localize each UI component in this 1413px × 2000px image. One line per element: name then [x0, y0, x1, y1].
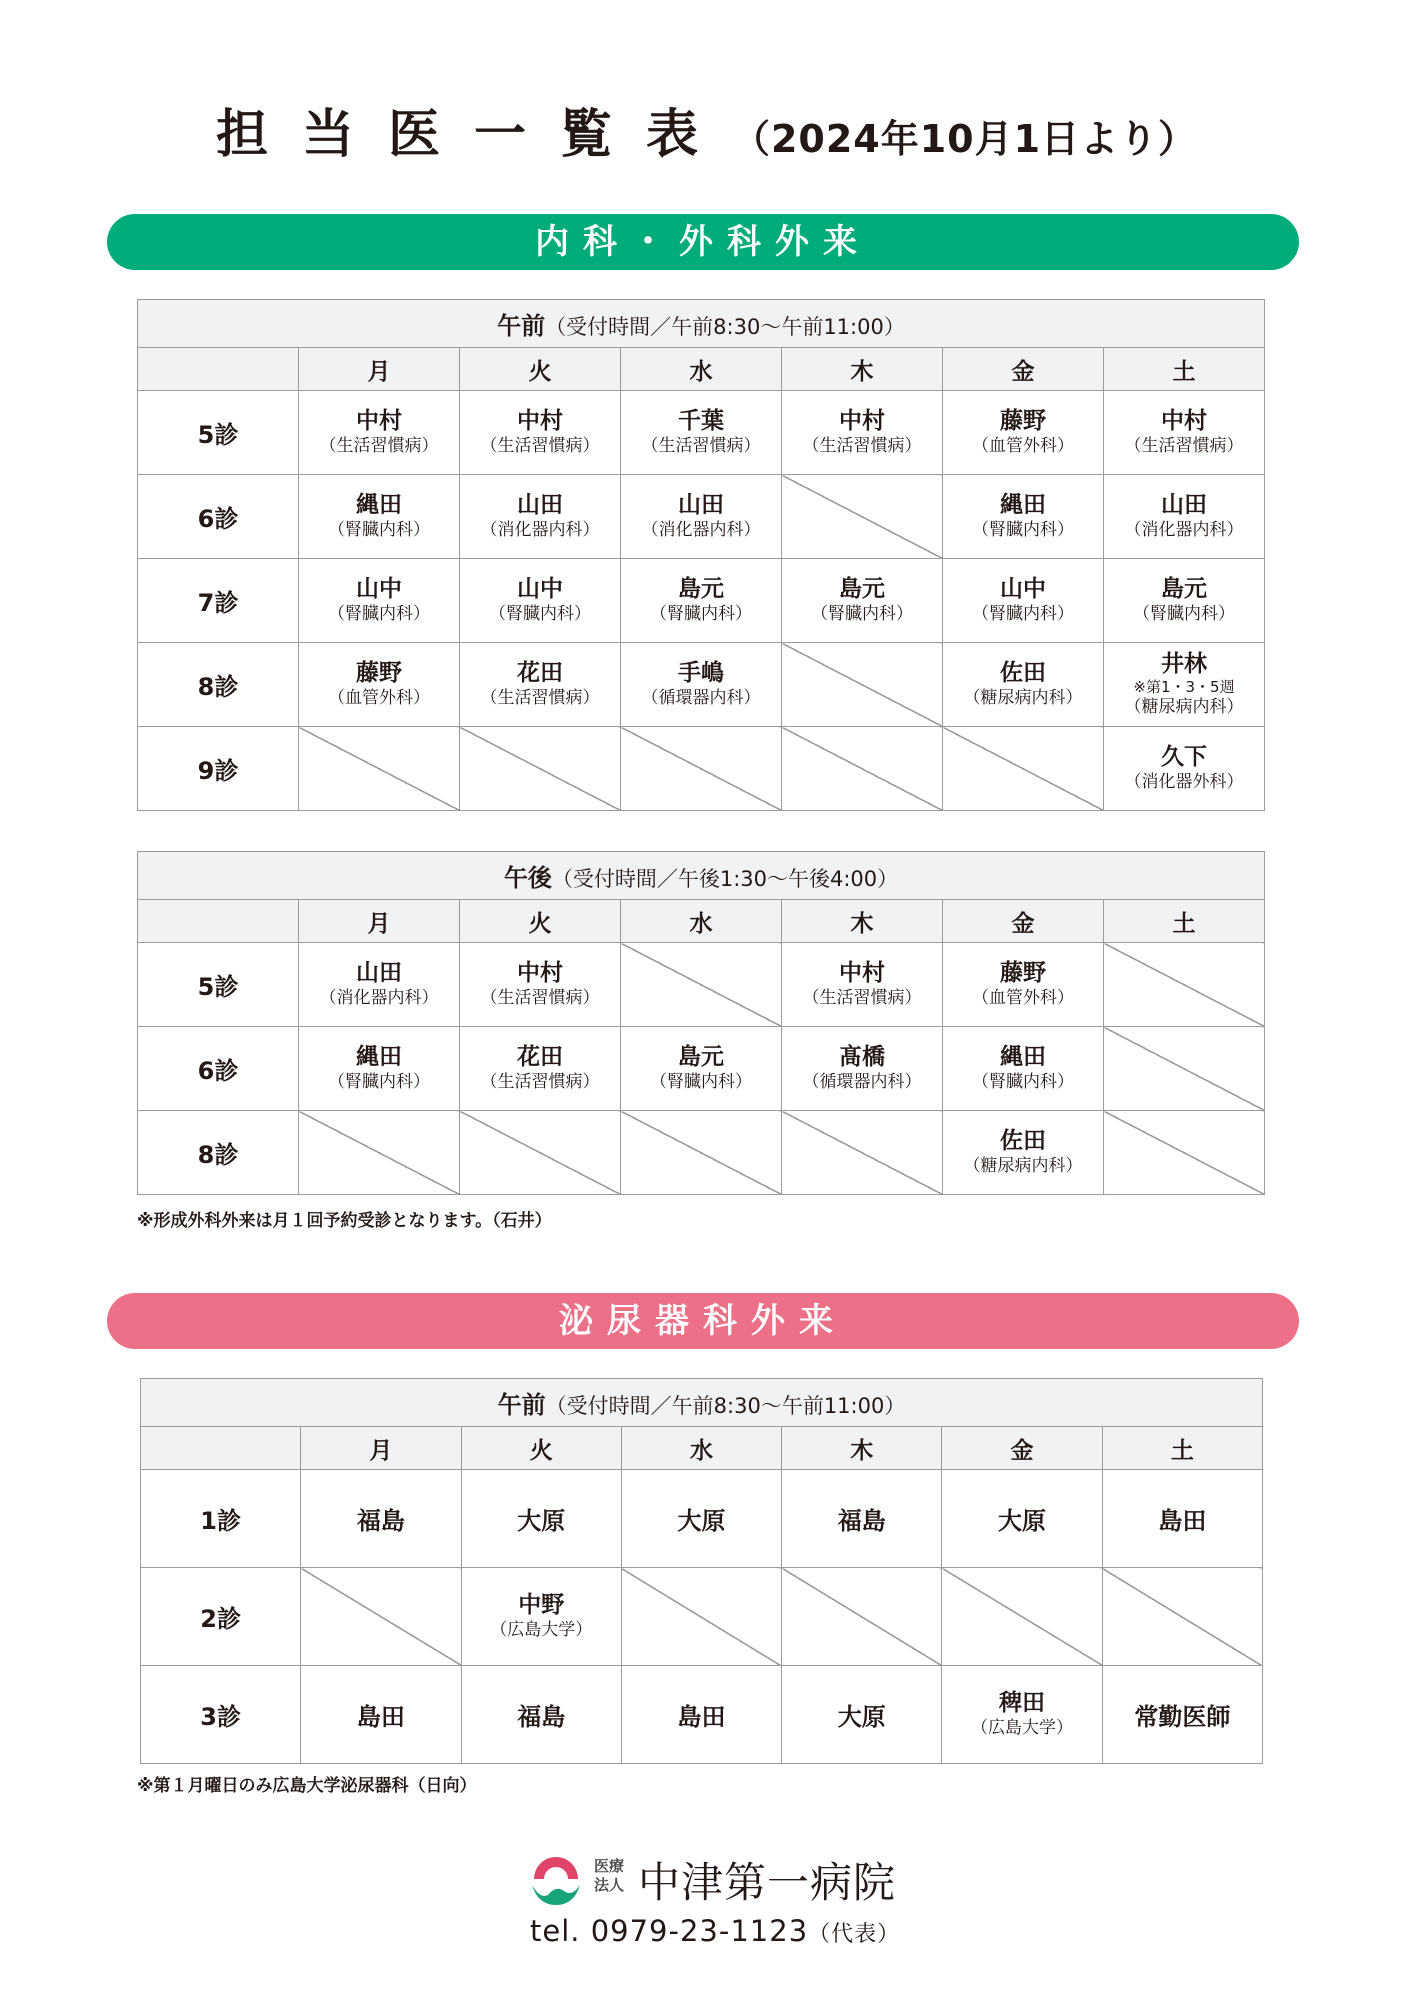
day-header: 木 [782, 900, 943, 943]
logo-green-wave [532, 1885, 580, 1905]
doctor-name: 中村 [839, 960, 885, 986]
doctor-name: 常勤医師 [1134, 1703, 1231, 1731]
day-header: 火 [461, 1427, 621, 1470]
session-hours: （受付時間／午前8:30〜午前11:00） [545, 1394, 906, 1418]
doctor-specialty: （血管外科） [972, 988, 1074, 1008]
empty-cell [460, 1111, 621, 1195]
doctor-name: 島元 [678, 1044, 724, 1070]
doctor-name: 中野 [518, 1592, 565, 1618]
doctor-specialty: （生活習慣病） [641, 436, 761, 456]
title-main: 担当医一覧表 [215, 105, 732, 165]
doctor-name: 藤野 [1000, 960, 1046, 986]
doctor-cell [1104, 727, 1265, 811]
day-header: 水 [621, 900, 782, 943]
day-header: 火 [460, 900, 621, 943]
empty-cell [621, 943, 782, 1027]
table-row [138, 943, 1265, 1027]
doctor-specialty: （腎臓内科） [972, 604, 1074, 624]
doctor-specialty: （血管外科） [328, 688, 430, 708]
doctor-cell [460, 391, 621, 475]
org-type: 医療 法人 [594, 1857, 625, 1894]
doctor-specialty: （腎臓内科） [328, 1072, 430, 1092]
doctor-specialty: （生活習慣病） [802, 988, 922, 1008]
table-row [138, 559, 1265, 643]
doctor-name: 佐田 [1000, 660, 1046, 686]
doctor-specialty: （消化器内科） [1124, 520, 1244, 540]
internal-pm-table [137, 851, 1265, 1195]
day-header: 木 [782, 1427, 942, 1470]
doctor-cell [621, 475, 782, 559]
doctor-cell [299, 559, 460, 643]
room-label: 8診 [138, 1111, 299, 1195]
doctor-cell [943, 943, 1104, 1027]
doctor-cell [621, 1470, 781, 1568]
doctor-cell [1104, 559, 1265, 643]
doctor-specialty: （糖尿病内科） [963, 688, 1083, 708]
doctor-name: 手嶋 [678, 660, 724, 686]
corner-cell [138, 900, 299, 943]
doctor-specialty: （生活習慣病） [480, 988, 600, 1008]
doctor-specialty: （腎臓内科） [972, 1072, 1074, 1092]
doctor-cell [943, 643, 1104, 727]
doctor-cell [621, 1666, 781, 1764]
doctor-cell [299, 1027, 460, 1111]
logo-red-arc [534, 1857, 578, 1879]
doctor-cell [621, 1027, 782, 1111]
doctor-cell [1102, 1666, 1262, 1764]
session-hours: （受付時間／午後1:30〜午後4:00） [551, 867, 899, 891]
doctor-name: 花田 [517, 1044, 563, 1070]
table-row [141, 1666, 1263, 1764]
empty-cell [782, 1111, 943, 1195]
doctor-specialty: （腎臓内科） [328, 604, 430, 624]
doctor-name: 大原 [837, 1703, 886, 1731]
doctor-cell [299, 391, 460, 475]
doctor-cell [621, 391, 782, 475]
doctor-cell [299, 475, 460, 559]
doctor-name: 山田 [356, 960, 402, 986]
doctor-cell [460, 559, 621, 643]
empty-cell [299, 1111, 460, 1195]
doctor-cell [460, 943, 621, 1027]
empty-cell [1104, 1111, 1265, 1195]
doctor-cell [460, 1027, 621, 1111]
day-header: 月 [299, 900, 460, 943]
doctor-cell [299, 643, 460, 727]
doctor-cell [461, 1568, 621, 1666]
doctor-name: 縄田 [1000, 1044, 1046, 1070]
room-label: 6診 [138, 475, 299, 559]
doctor-name: 福島 [356, 1507, 405, 1535]
doctor-specialty: （広島大学） [971, 1718, 1074, 1738]
empty-cell [301, 1568, 461, 1666]
doctor-specialty: （生活習慣病） [319, 436, 439, 456]
doctor-name: 藤野 [356, 660, 402, 686]
doctor-specialty: （血管外科） [972, 436, 1074, 456]
day-header: 水 [621, 348, 782, 391]
day-header: 月 [299, 348, 460, 391]
empty-cell [1104, 1027, 1265, 1111]
day-header: 土 [1102, 1427, 1262, 1470]
doctor-name: 島田 [356, 1703, 405, 1731]
doctor-specialty: （消化器内科） [641, 520, 761, 540]
doctor-cell [943, 1027, 1104, 1111]
doctor-cell [943, 475, 1104, 559]
doctor-specialty: （生活習慣病） [480, 688, 600, 708]
doctor-name: 中村 [356, 408, 402, 434]
doctor-specialty: （生活習慣病） [802, 436, 922, 456]
doctor-name: 千葉 [678, 408, 724, 434]
doctor-cell [942, 1470, 1102, 1568]
empty-cell [1104, 943, 1265, 1027]
doctor-name: 縄田 [356, 1044, 402, 1070]
doctor-cell [782, 943, 943, 1027]
session-header [138, 852, 1265, 900]
doctor-cell [299, 943, 460, 1027]
doctor-cell [943, 391, 1104, 475]
empty-cell [782, 475, 943, 559]
empty-cell [782, 727, 943, 811]
doctor-name: 島田 [677, 1703, 726, 1731]
urology-footnote: ※第１月曜日のみ広島大学泌尿器科（日向） [137, 1776, 477, 1796]
room-label: 5診 [138, 391, 299, 475]
doctor-specialty: （糖尿病内科） [1124, 697, 1244, 717]
doctor-cell [621, 643, 782, 727]
doctor-name: 山中 [517, 576, 563, 602]
doctor-cell [782, 391, 943, 475]
doctor-cell [460, 475, 621, 559]
doctor-specialty: （腎臓内科） [489, 604, 591, 624]
day-header: 木 [782, 348, 943, 391]
doctor-specialty: （生活習慣病） [480, 1072, 600, 1092]
session-title: 午前 [497, 312, 546, 340]
hospital-tel [530, 1914, 900, 1948]
empty-cell [1102, 1568, 1262, 1666]
doctor-cell [782, 559, 943, 643]
corner-cell [138, 348, 299, 391]
doctor-name: 中村 [517, 960, 563, 986]
room-label: 2診 [141, 1568, 301, 1666]
session-title: 午後 [503, 864, 552, 892]
doctor-specialty: （糖尿病内科） [963, 1156, 1083, 1176]
empty-cell [782, 1568, 942, 1666]
doctor-name: 島元 [839, 576, 885, 602]
empty-cell [621, 1568, 781, 1666]
empty-cell [460, 727, 621, 811]
doctor-name: 大原 [517, 1507, 566, 1535]
doctor-name: 縄田 [1000, 492, 1046, 518]
tel-number: tel. 0979-23-1123 [530, 1914, 809, 1948]
empty-cell [942, 1568, 1102, 1666]
doctor-name: 福島 [517, 1703, 566, 1731]
banner-internal-surgery: 内科・外科外来 [107, 214, 1299, 270]
doctor-name: 島元 [678, 576, 724, 602]
doctor-name: 大原 [998, 1507, 1047, 1535]
doctor-name: 中村 [839, 408, 885, 434]
doctor-name: 久下 [1161, 744, 1207, 770]
day-header: 金 [942, 1427, 1102, 1470]
hospital-logo-icon [528, 1853, 584, 1909]
week-note: ※第1・3・5週 [1133, 678, 1235, 696]
table-row [138, 391, 1265, 475]
empty-cell [782, 643, 943, 727]
banner-urology: 泌尿器科外来 [107, 1293, 1299, 1349]
doctor-name: 佐田 [1000, 1128, 1046, 1154]
hospital-name: 中津第一病院 [638, 1858, 897, 1907]
doctor-name: 中村 [517, 408, 563, 434]
doctor-specialty: （腎臓内科） [650, 604, 752, 624]
doctor-name: 花田 [517, 660, 563, 686]
session-header [138, 300, 1265, 348]
doctor-cell [621, 559, 782, 643]
table-row [141, 1568, 1263, 1666]
table-row [138, 475, 1265, 559]
doctor-cell [782, 1027, 943, 1111]
table-row [141, 1470, 1263, 1568]
table-row [138, 1111, 1265, 1195]
doctor-specialty: （消化器外科） [1124, 772, 1244, 792]
room-label: 1診 [141, 1470, 301, 1568]
room-label: 3診 [141, 1666, 301, 1764]
day-header: 土 [1104, 348, 1265, 391]
doctor-cell [461, 1470, 621, 1568]
day-header: 金 [943, 348, 1104, 391]
doctor-cell [301, 1470, 461, 1568]
doctor-cell [1104, 643, 1265, 727]
doctor-name: 山田 [517, 492, 563, 518]
tel-note: （代表） [808, 1922, 901, 1947]
day-header: 土 [1104, 900, 1265, 943]
doctor-name: 井林 [1161, 651, 1207, 677]
doctor-cell [461, 1666, 621, 1764]
doctor-specialty: （循環器内科） [802, 1072, 922, 1092]
doctor-specialty: （循環器内科） [641, 688, 761, 708]
doctor-cell [782, 1666, 942, 1764]
room-label: 8診 [138, 643, 299, 727]
doctor-name: 島田 [1158, 1507, 1207, 1535]
internal-am-table [137, 299, 1265, 811]
doctor-cell [1104, 391, 1265, 475]
doctor-name: 福島 [837, 1507, 886, 1535]
room-label: 5診 [138, 943, 299, 1027]
doctor-name: 藤野 [1000, 408, 1046, 434]
doctor-specialty: （消化器内科） [480, 520, 600, 540]
doctor-name: 山中 [356, 576, 402, 602]
doctor-specialty: （消化器内科） [319, 988, 439, 1008]
doctor-specialty: （生活習慣病） [480, 436, 600, 456]
table-row [138, 643, 1265, 727]
urology-am-table [140, 1378, 1263, 1764]
corner-cell [141, 1427, 301, 1470]
doctor-cell [782, 1470, 942, 1568]
doctor-cell [460, 643, 621, 727]
empty-cell [943, 727, 1104, 811]
doctor-name: 山中 [1000, 576, 1046, 602]
page-title [0, 92, 1413, 167]
doctor-name: 縄田 [356, 492, 402, 518]
empty-cell [621, 1111, 782, 1195]
table-row [138, 1027, 1265, 1111]
doctor-cell [943, 559, 1104, 643]
doctor-cell [1104, 475, 1265, 559]
internal-footnote: ※形成外科外来は月１回予約受診となります。（石井） [137, 1211, 552, 1231]
session-title: 午前 [497, 1391, 546, 1419]
doctor-name: 髙橋 [839, 1044, 885, 1070]
doctor-specialty: （腎臓内科） [1133, 604, 1235, 624]
doctor-specialty: （腎臓内科） [650, 1072, 752, 1092]
doctor-name: 山田 [1161, 492, 1207, 518]
day-header: 火 [460, 348, 621, 391]
doctor-name: 中村 [1161, 408, 1207, 434]
doctor-name: 稗田 [999, 1690, 1046, 1716]
day-header: 水 [621, 1427, 781, 1470]
doctor-name: 島元 [1161, 576, 1207, 602]
doctor-specialty: （生活習慣病） [1124, 436, 1244, 456]
empty-cell [299, 727, 460, 811]
doctor-name: 大原 [677, 1507, 726, 1535]
session-hours: （受付時間／午前8:30〜午前11:00） [545, 315, 905, 339]
doctor-specialty: （腎臓内科） [972, 520, 1074, 540]
table-row [138, 727, 1265, 811]
doctor-cell [942, 1666, 1102, 1764]
doctor-cell [943, 1111, 1104, 1195]
title-period: （2024年10月1日より） [731, 117, 1198, 161]
doctor-specialty: （腎臓内科） [811, 604, 913, 624]
day-header: 月 [301, 1427, 461, 1470]
room-label: 6診 [138, 1027, 299, 1111]
doctor-specialty: （広島大学） [490, 1620, 593, 1640]
doctor-specialty: （腎臓内科） [328, 520, 430, 540]
empty-cell [621, 727, 782, 811]
doctor-cell [1102, 1470, 1262, 1568]
doctor-cell [301, 1666, 461, 1764]
day-header: 金 [943, 900, 1104, 943]
room-label: 7診 [138, 559, 299, 643]
session-header [141, 1379, 1263, 1427]
room-label: 9診 [138, 727, 299, 811]
doctor-name: 山田 [678, 492, 724, 518]
